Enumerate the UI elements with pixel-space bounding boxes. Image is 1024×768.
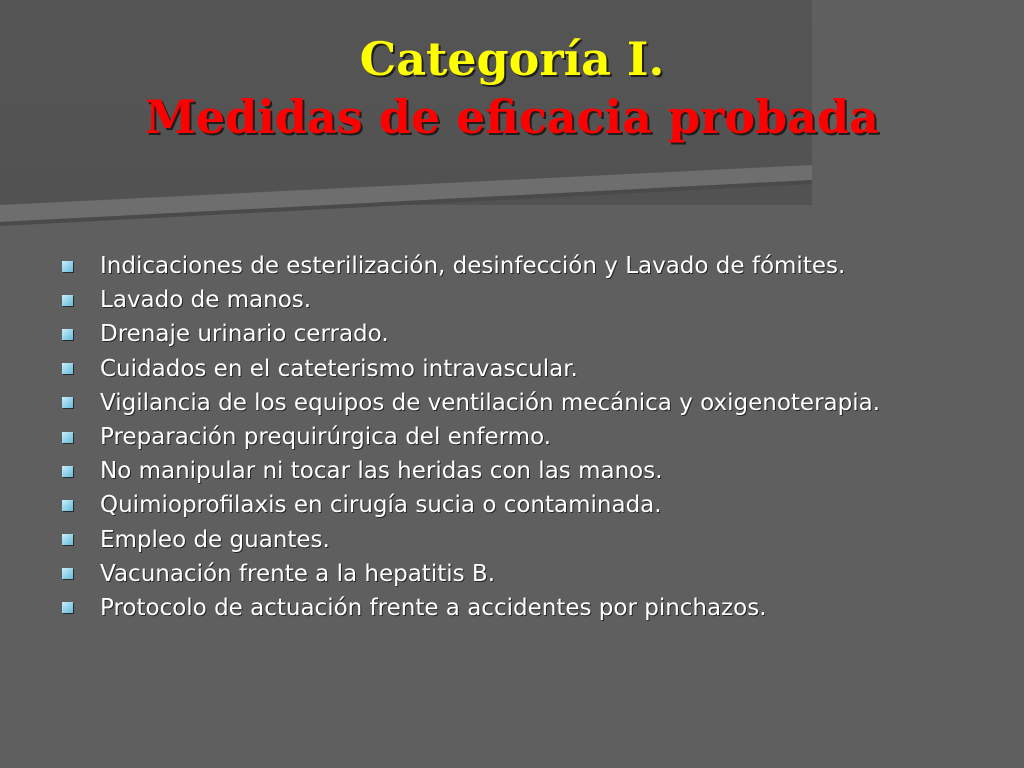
list-item xyxy=(62,523,1002,557)
list-item xyxy=(62,488,1002,522)
list-item xyxy=(62,591,1002,625)
square-bullet-icon xyxy=(62,261,73,272)
list-item-text: Quimioprofilaxis en cirugía sucia o contaminada. xyxy=(100,492,662,519)
square-bullet-icon xyxy=(62,500,73,511)
square-bullet-icon xyxy=(62,568,73,579)
square-bullet-icon xyxy=(62,602,73,613)
list-item-text: Vacunación frente a la hepatitis B. xyxy=(100,560,496,587)
title-subtitle: Medidas de eficacia probada xyxy=(144,90,879,144)
list-item-text: Cuidados en el cateterismo intravascular. xyxy=(100,355,578,382)
list-item xyxy=(62,454,1002,488)
square-bullet-icon xyxy=(62,329,73,340)
list-item xyxy=(62,283,1002,317)
square-bullet-icon xyxy=(62,295,73,306)
list-item-text: Protocolo de actuación frente a accidentes por pinchazos. xyxy=(100,594,767,621)
list-item-text: Empleo de guantes. xyxy=(100,526,330,553)
square-bullet-icon xyxy=(62,432,73,443)
list-item xyxy=(62,386,1002,420)
list-item xyxy=(62,557,1002,591)
list-item-text: Lavado de manos. xyxy=(100,287,312,314)
title-category: Categoría I. xyxy=(359,32,665,86)
list-item xyxy=(62,352,1002,386)
list-item-text: Preparación prequirúrgica del enfermo. xyxy=(100,424,552,451)
list-item-text: No manipular ni tocar las heridas con las manos. xyxy=(100,458,663,485)
list-item-text: Drenaje urinario cerrado. xyxy=(100,321,389,348)
square-bullet-icon xyxy=(62,466,73,477)
list-item xyxy=(62,317,1002,351)
list-item-text: Vigilancia de los equipos de ventilación mecánica y oxigenoterapia. xyxy=(100,389,881,416)
list-item-text: Indicaciones de esterilización, desinfección y Lavado de fómites. xyxy=(100,253,846,280)
measures-list xyxy=(62,249,1002,625)
slide-title xyxy=(0,30,1024,146)
square-bullet-icon xyxy=(62,534,73,545)
square-bullet-icon xyxy=(62,397,73,408)
square-bullet-icon xyxy=(62,363,73,374)
list-item xyxy=(62,420,1002,454)
list-item xyxy=(62,249,1002,283)
